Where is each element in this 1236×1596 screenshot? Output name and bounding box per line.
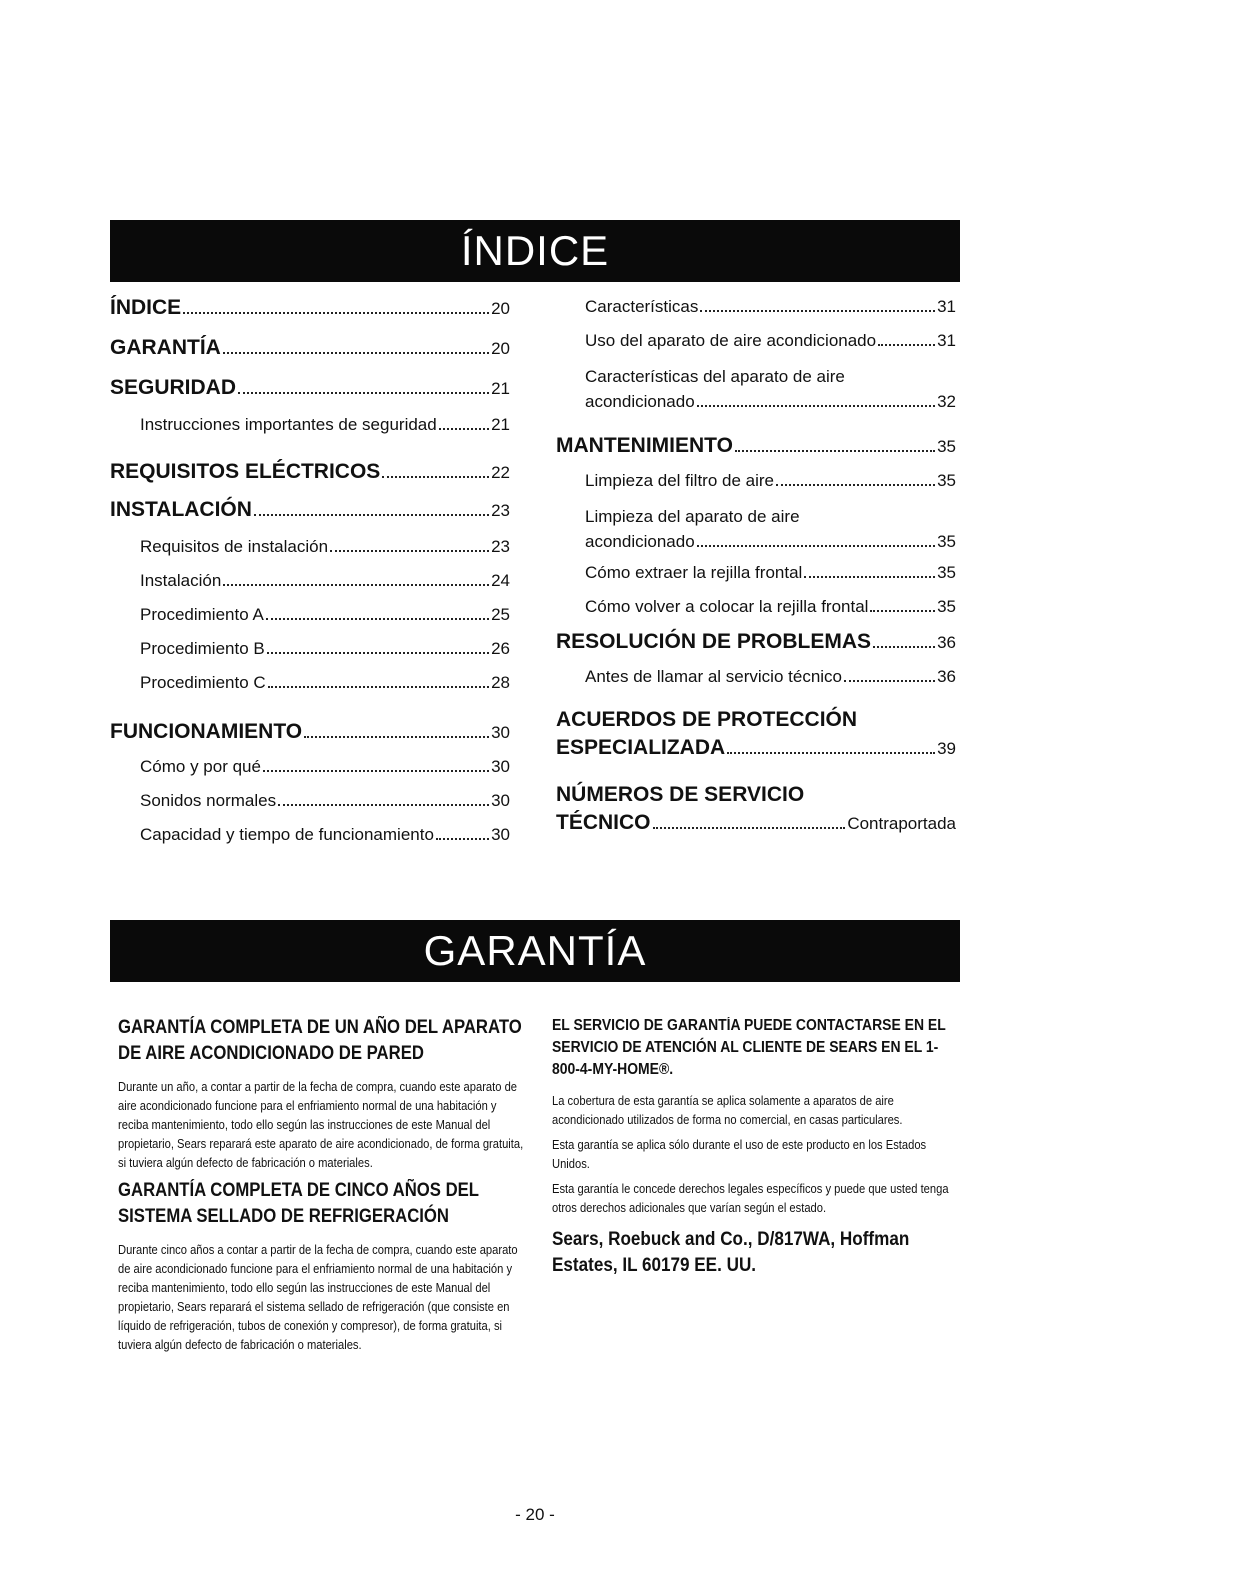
toc-page: 35 <box>937 471 956 490</box>
toc-entry-antes-de-llamar[interactable] <box>556 660 956 694</box>
toc-page: 20 <box>491 339 510 358</box>
leader-dots <box>278 794 489 806</box>
leader-dots <box>304 723 489 738</box>
leader-dots <box>436 828 489 840</box>
leader-dots <box>266 608 489 620</box>
toc-label: Limpieza del filtro de aire <box>585 471 774 490</box>
leader-dots <box>697 535 935 547</box>
leader-dots <box>697 395 935 407</box>
toc-page: 35 <box>937 597 956 616</box>
leader-dots <box>439 418 489 430</box>
toc-entry-requisitos-electricos[interactable] <box>110 454 510 490</box>
toc-label: Procedimiento B <box>140 639 265 658</box>
warranty-paragraph-five-year: Durante cinco años a contar a partir de la fecha de compra, cuando este aparato de aire acondicionado funcione para el enfriamiento normal de una habitación y reciba mantenimiento, todo ello según las instrucciones de este Manual del propietario, Sears reparará el sistema sellado de refrigeración (que consiste en líquido de refrigeración, tubos de conexión y compresor), de forma gratuita, si tuviera algún defecto de fabricación o materiales. <box>118 1242 518 1352</box>
toc-entry-caracteristicas[interactable] <box>556 290 956 324</box>
toc-entry-capacidad[interactable] <box>110 818 510 852</box>
warranty-right-column <box>552 1015 957 1279</box>
toc-page: Contraportada <box>847 814 956 833</box>
toc-label: TÉCNICO <box>556 811 651 834</box>
toc-entry-limpieza-aparato[interactable] <box>556 504 956 554</box>
toc-label: Procedimiento C <box>140 673 266 692</box>
warranty-rights-paragraph: Esta garantía le concede derechos legales específicos y puede que usted tenga otros derechos adicionales que varían según el estado. <box>552 1181 949 1215</box>
leader-dots <box>267 642 489 654</box>
toc-label: RESOLUCIÓN DE PROBLEMAS <box>556 630 872 653</box>
warranty-service-heading: EL SERVICIO DE GARANTÍA PUEDE CONTACTARSE EN EL SERVICIO DE ATENCIÓN AL CLIENTE DE SEARS EN EL 1-800-4-MY-HOME®. <box>552 1017 946 1078</box>
toc-page: 22 <box>491 463 510 482</box>
warranty-heading-one-year: GARANTÍA COMPLETA DE UN AÑO DEL APARATO DE AIRE ACONDICIONADO DE PARED <box>118 1017 522 1064</box>
toc-page: 31 <box>937 331 956 350</box>
toc-label-line1: NÚMEROS DE SERVICIO <box>556 783 805 806</box>
toc-page: 36 <box>937 667 956 686</box>
toc-label: Cómo y por qué <box>140 757 261 776</box>
toc-page: 23 <box>491 501 510 520</box>
toc-entry-line2 <box>585 529 956 554</box>
toc-entry-indice[interactable] <box>110 290 510 326</box>
toc-entry-instrucciones[interactable] <box>110 408 510 442</box>
toc-label: FUNCIONAMIENTO <box>110 720 303 743</box>
leader-dots <box>776 474 935 486</box>
warranty-left-column <box>118 1015 526 1360</box>
leader-dots <box>653 814 846 829</box>
toc-label: Uso del aparato de aire acondicionado <box>585 331 877 350</box>
toc-page: 35 <box>937 563 956 582</box>
index-banner: ÍNDICE <box>110 220 960 282</box>
toc-entry-volver-rejilla[interactable] <box>556 590 956 624</box>
toc-entry-procedimiento-b[interactable] <box>110 632 510 666</box>
toc-entry-line2 <box>556 809 956 838</box>
leader-dots <box>223 339 489 354</box>
toc-entry-sonidos-normales[interactable] <box>110 784 510 818</box>
toc-page: 35 <box>937 532 956 551</box>
warranty-banner: GARANTÍA <box>110 920 960 982</box>
leader-dots <box>238 379 489 394</box>
toc-label: MANTENIMIENTO <box>556 434 733 457</box>
toc-label: acondicionado <box>585 532 695 551</box>
toc-entry-line2 <box>585 389 956 414</box>
toc-page: 21 <box>491 415 510 434</box>
leader-dots <box>268 676 489 688</box>
warranty-heading-five-year: GARANTÍA COMPLETA DE CINCO AÑOS DEL SISTEMA SELLADO DE REFRIGERACIÓN <box>118 1180 479 1227</box>
toc-entry-mantenimiento[interactable] <box>556 428 956 464</box>
toc-label: acondicionado <box>585 392 695 411</box>
toc-page: 23 <box>491 537 510 556</box>
toc-entry-extraer-rejilla[interactable] <box>556 556 956 590</box>
toc-entry-procedimiento-a[interactable] <box>110 598 510 632</box>
leader-dots <box>844 670 935 682</box>
toc-entry-caract-aparato[interactable] <box>556 364 956 414</box>
toc-label: Requisitos de instalación <box>140 537 329 556</box>
toc-entry-numeros[interactable] <box>556 781 956 838</box>
toc-entry-funcionamiento[interactable] <box>110 714 510 750</box>
toc-page: 25 <box>491 605 510 624</box>
toc-page: 21 <box>491 379 510 398</box>
toc-page: 20 <box>491 299 510 318</box>
toc-label: REQUISITOS ELÉCTRICOS <box>110 460 381 483</box>
toc-page: 26 <box>491 639 510 658</box>
toc-page: 30 <box>491 791 510 810</box>
toc-page: 31 <box>937 297 956 316</box>
toc-label: INSTALACIÓN <box>110 498 252 521</box>
leader-dots <box>263 760 489 772</box>
toc-label: GARANTÍA <box>110 336 221 359</box>
leader-dots <box>183 299 489 314</box>
toc-left-column <box>110 290 510 852</box>
toc-label: Sonidos normales <box>140 791 277 810</box>
toc-entry-como-y-por-que[interactable] <box>110 750 510 784</box>
leader-dots <box>873 633 935 648</box>
toc-entry-acuerdos[interactable] <box>556 706 956 763</box>
toc-entry-seguridad[interactable] <box>110 370 510 406</box>
toc-label-line1: Limpieza del aparato de aire <box>585 507 800 526</box>
toc-label: Antes de llamar al servicio técnico <box>585 667 843 686</box>
toc-entry-uso[interactable] <box>556 324 956 358</box>
toc-label: Características <box>585 297 699 316</box>
toc-right-column <box>556 290 956 838</box>
toc-entry-procedimiento-c[interactable] <box>110 666 510 700</box>
toc-label: SEGURIDAD <box>110 376 237 399</box>
leader-dots <box>735 437 935 452</box>
toc-entry-requisitos-instalacion[interactable] <box>110 530 510 564</box>
toc-page: 30 <box>491 825 510 844</box>
toc-entry-line2 <box>556 734 956 763</box>
leader-dots <box>870 600 935 612</box>
toc-page: 30 <box>491 757 510 776</box>
toc-entry-instalacion[interactable] <box>110 492 510 528</box>
toc-label: ÍNDICE <box>110 296 182 319</box>
toc-page: 32 <box>937 392 956 411</box>
warranty-us-only-paragraph: Esta garantía se aplica sólo durante el uso de este producto en los Estados Unidos. <box>552 1137 927 1171</box>
toc-page: 30 <box>491 723 510 742</box>
leader-dots <box>804 566 935 578</box>
toc-label: Capacidad y tiempo de funcionamiento <box>140 825 434 844</box>
warranty-paragraph-one-year: Durante un año, a contar a partir de la fecha de compra, cuando este aparato de aire acondicionado funcione para el enfriamiento normal de una habitación y reciba mantenimiento, todo ello según las instrucciones de este Manual del propietario, Sears reparará este aparato de aire acondicionado, de forma gratuita, si tuviera algún defecto de fabricación o materiales. <box>118 1079 524 1170</box>
toc-label: ESPECIALIZADA <box>556 736 726 759</box>
toc-label: Cómo volver a colocar la rejilla frontal <box>585 597 869 616</box>
toc-entry-instalacion-sub[interactable] <box>110 564 510 598</box>
toc-page: 39 <box>937 739 956 758</box>
page-number: - 20 - <box>515 1505 555 1524</box>
toc-label: Instalación <box>140 571 222 590</box>
toc-label: Instrucciones importantes de seguridad <box>140 415 437 434</box>
leader-dots <box>330 540 489 552</box>
sears-address: Sears, Roebuck and Co., D/817WA, Hoffman Estates, IL 60179 EE. UU. <box>552 1229 910 1276</box>
leader-dots <box>878 334 935 346</box>
leader-dots <box>382 463 489 478</box>
leader-dots <box>700 300 935 312</box>
toc-label: Cómo extraer la rejilla frontal <box>585 563 803 582</box>
toc-entry-limpieza-filtro[interactable] <box>556 464 956 498</box>
toc-page: 36 <box>937 633 956 652</box>
toc-label: Procedimiento A <box>140 605 264 624</box>
toc-label-line1: ACUERDOS DE PROTECCIÓN <box>556 708 858 731</box>
toc-page: 35 <box>937 437 956 456</box>
leader-dots <box>727 739 935 754</box>
toc-entry-resolucion[interactable] <box>556 624 956 660</box>
toc-label-line1: Características del aparato de aire <box>585 367 845 386</box>
toc-entry-garantia[interactable] <box>110 330 510 366</box>
leader-dots <box>223 574 489 586</box>
toc-page: 28 <box>491 673 510 692</box>
warranty-coverage-paragraph: La cobertura de esta garantía se aplica solamente a aparatos de aire acondicionado utilizados de forma no comercial, en casas particulares. <box>552 1093 903 1127</box>
leader-dots <box>254 501 489 516</box>
toc-page: 24 <box>491 571 510 590</box>
